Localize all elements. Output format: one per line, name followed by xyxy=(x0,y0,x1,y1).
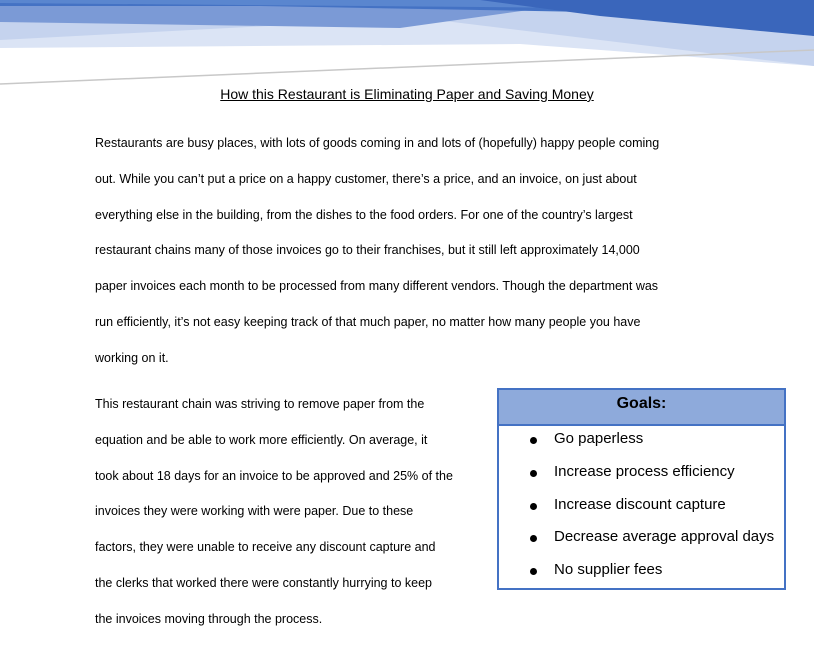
paragraph-line: the clerks that worked there were constantly hurrying to keep xyxy=(95,575,432,590)
bullet-icon xyxy=(530,535,537,542)
goals-list xyxy=(499,426,784,590)
paragraph-line: factors, they were unable to receive any discount capture and xyxy=(95,540,436,555)
goal-item xyxy=(499,492,784,525)
paragraph-line: run efficiently, it’s not easy keeping track of that much paper, no matter how many people you have xyxy=(95,314,641,329)
bullet-icon xyxy=(530,503,537,510)
goal-item xyxy=(499,557,784,590)
bullet-icon xyxy=(530,437,537,444)
goal-item xyxy=(499,524,784,557)
paragraph-line: took about 18 days for an invoice to be approved and 25% of the xyxy=(95,468,453,483)
paragraph-line: restaurant chains many of those invoices go to their franchises, but it still left approximately 14,000 xyxy=(95,243,640,258)
paragraph-line: invoices they were working with were paper. Due to these xyxy=(95,504,414,519)
paragraph-line: equation and be able to work more efficiently. On average, it xyxy=(95,432,428,447)
paragraph-line: This restaurant chain was striving to remove paper from the xyxy=(95,397,425,411)
bullet-icon xyxy=(530,470,537,477)
goal-item-label: Increase process efficiency xyxy=(554,462,735,480)
goal-item xyxy=(499,459,784,492)
goals-box xyxy=(497,388,786,590)
second-paragraph xyxy=(95,387,490,638)
intro-paragraph xyxy=(95,126,715,377)
goal-item-label: Increase discount capture xyxy=(554,495,726,513)
paragraph-line: out. While you can’t put a price on a happy customer, there’s a price, and an invoice, on just about xyxy=(95,171,637,186)
goal-item-label: Go paperless xyxy=(554,430,644,447)
goal-item xyxy=(499,426,784,459)
paragraph-line: everything else in the building, from the dishes to the food orders. For one of the country’s largest xyxy=(95,207,633,222)
header-banner-graphic xyxy=(0,0,814,90)
paragraph-line: paper invoices each month to be processed from many different vendors. Though the department was xyxy=(95,279,659,294)
goal-item-label: Decrease average approval days xyxy=(554,528,775,546)
paragraph-line: the invoices moving through the process. xyxy=(95,611,323,626)
paragraph-line: Restaurants are busy places, with lots of goods coming in and lots of (hopefully) happy people coming xyxy=(95,136,660,150)
document-title: How this Restaurant is Eliminating Paper and Saving Money xyxy=(220,86,594,102)
bullet-icon xyxy=(530,568,537,575)
goals-heading: Goals: xyxy=(499,390,784,426)
goal-item-label: No supplier fees xyxy=(554,561,663,579)
paragraph-line: working on it. xyxy=(95,350,169,365)
